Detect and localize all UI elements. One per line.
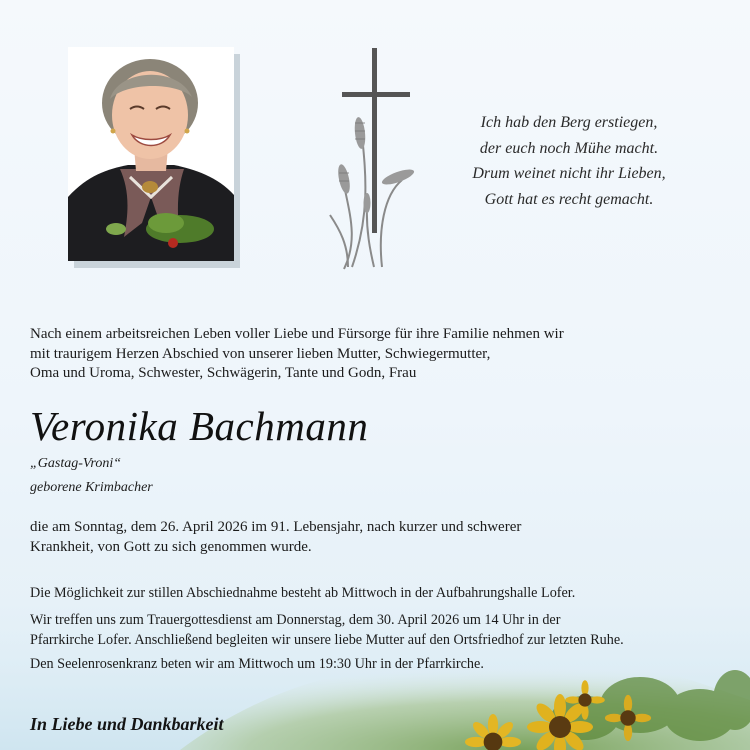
death-notice-line: Krankheit, von Gott zu sich genommen wurde. xyxy=(30,539,312,555)
rosary-line: Den Seelenrosenkranz beten wir am Mittwoch um 19:30 Uhr in der Pfarrkirche. xyxy=(30,656,484,672)
cross-beam-vertical xyxy=(372,48,377,233)
maiden-name: geborene Krimbacher xyxy=(30,480,153,495)
service-line: Pfarrkirche Lofer. Anschließend begleiten wir unsere liebe Mutter auf den Ortsfriedhof zur letzten Ruhe. xyxy=(30,632,624,648)
rosary-notice xyxy=(30,654,740,674)
viewing-notice xyxy=(30,583,740,603)
poem-line: der euch noch Mühe macht. xyxy=(479,139,659,157)
intro-paragraph xyxy=(30,325,730,384)
service-line: Wir treffen uns zum Trauergottesdienst am Donnerstag, dem 30. April 2026 um 14 Uhr in der xyxy=(30,612,561,628)
cross-beam-horizontal xyxy=(342,92,410,97)
death-notice xyxy=(30,517,730,557)
poem-line: Drum weinet nicht ihr Lieben, xyxy=(472,165,666,182)
intro-line: mit traurigem Herzen Abschied von unserer lieben Mutter, Schwiegermutter, xyxy=(30,345,491,362)
cross-with-wheat-icon xyxy=(322,45,422,275)
intro-line: Oma und Uroma, Schwester, Schwägerin, Tante und Godn, Frau xyxy=(30,365,417,381)
portrait-image xyxy=(68,47,234,261)
deceased-name: Veronika Bachmann xyxy=(30,403,369,449)
intro-line: Nach einem arbeitsreichen Leben voller Liebe und Fürsorge für ihre Familie nehmen wir xyxy=(30,326,564,342)
poem-line: Gott hat es recht gemacht. xyxy=(484,190,654,208)
death-notice-line: die am Sonntag, dem 26. April 2026 im 91. Lebensjahr, nach kurzer und schwerer xyxy=(30,519,522,535)
closing-line: In Liebe und Dankbarkeit xyxy=(30,714,224,734)
poem xyxy=(440,110,698,212)
portrait-photo xyxy=(68,47,234,261)
viewing-line: Die Möglichkeit zur stillen Abschiednahme besteht ab Mittwoch in der Aufbahrungshalle Lofer. xyxy=(30,585,576,601)
service-notice xyxy=(30,610,740,650)
poem-line: Ich hab den Berg erstiegen, xyxy=(480,114,658,131)
deceased-nickname: „Gastag-Vroni“ xyxy=(30,456,122,471)
